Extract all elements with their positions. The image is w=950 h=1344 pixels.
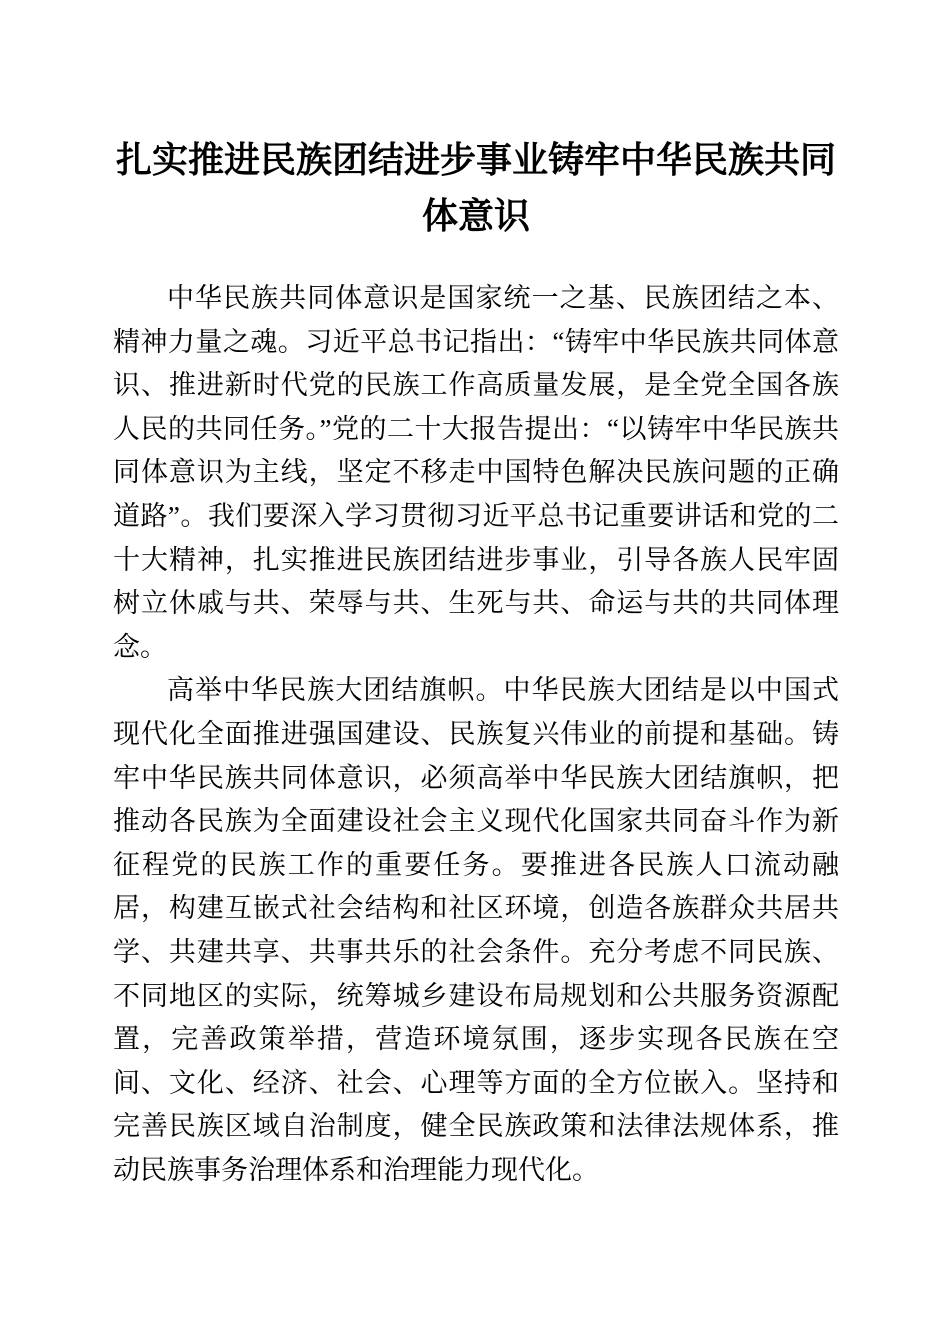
document-body (113, 277, 839, 1192)
paragraph-1: 中华民族共同体意识是国家统一之基、民族团结之本、精神力量之魂。习近平总书记指出：“铸牢中华民族共同体意识、推进新时代党的民族工作高质量发展，是全党全国各族人民的共同任务。”党的二十大报告提出：“以铸牢中华民族共同体意识为主线，坚定不移走中国特色解决民族问题的正确道路”。我们要深入学习贯彻习近平总书记重要讲话和党的二十大精神，扎实推进民族团结进步事业，引导各族人民牢固树立休戚与共、荣辱与共、生死与共、命运与共的共同体理念。 (113, 283, 839, 662)
paragraph-2: 高举中华民族大团结旗帜。中华民族大团结是以中国式现代化全面推进强国建设、民族复兴伟业的前提和基础。铸牢中华民族共同体意识，必须高举中华民族大团结旗帜，把推动各民族为全面建设社会主义现代化国家共同奋斗作为新征程党的民族工作的重要任务。要推进各民族人口流动融居，构建互嵌式社会结构和社区环境，创造各族群众共居共学、共建共享、共事共乐的社会条件。充分考虑不同民族、不同地区的实际，统筹城乡建设布局规划和公共服务资源配置，完善政策举措，营造环境氛围，逐步实现各民族在空间、文化、经济、社会、心理等方面的全方位嵌入。坚持和完善民族区域自治制度，健全民族政策和法律法规体系，推动民族事务治理体系和治理能力现代化。 (113, 675, 839, 1185)
document-title: 扎实推进民族团结进步事业铸牢中华民族共同体意识 (115, 140, 836, 236)
